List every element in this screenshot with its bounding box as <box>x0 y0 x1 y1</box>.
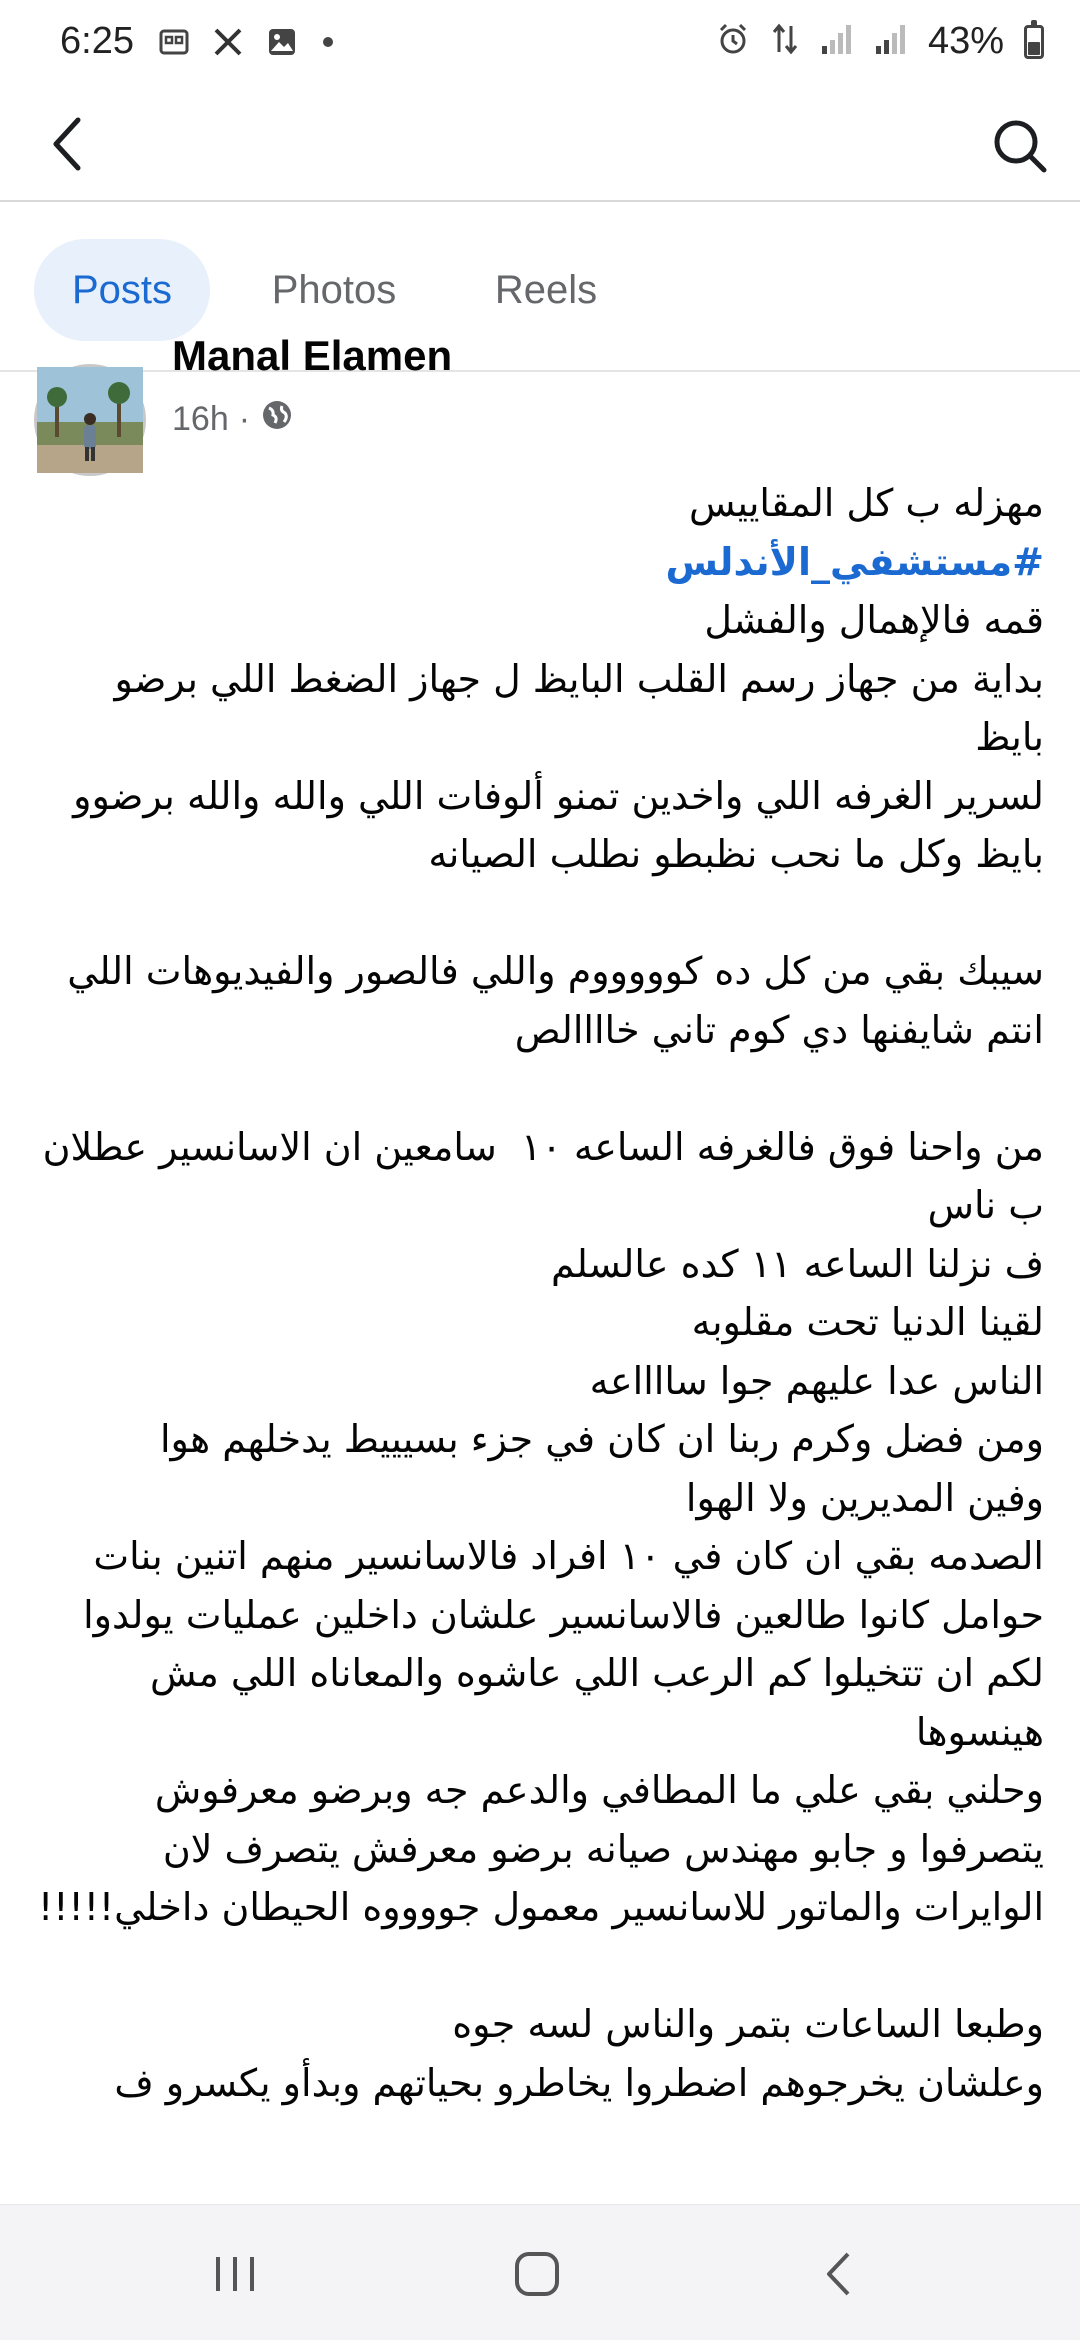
app-header <box>0 90 1080 202</box>
dot-icon <box>320 26 336 63</box>
post-line: وطبعا الساعات بتمر والناس لسه جوه <box>452 2002 1044 2046</box>
notification-icons <box>158 26 336 63</box>
post-line: من واحنا فوق فالغرفه الساعه ١٠ سامعين ان الاسانسير عطلان <box>42 1124 1044 1169</box>
gallery-notification-icon <box>158 26 190 63</box>
battery-percent: 43% <box>927 20 1004 62</box>
post-time[interactable]: 16h <box>172 400 229 438</box>
post-line: ف نزلنا الساعه ١١ كده عالسلم <box>550 1241 1044 1286</box>
nav-back-button[interactable] <box>805 2239 875 2309</box>
image-notification-icon <box>266 26 298 63</box>
profile-tabs <box>0 204 1080 372</box>
post-line: يتصرفوا و جابو مهندس صيانه برضو معرفش يتصرف لان <box>162 1826 1044 1871</box>
globe-icon <box>260 398 294 441</box>
home-button[interactable] <box>502 2239 572 2309</box>
battery-fill <box>1028 42 1040 54</box>
post-line: الناس عدا عليهم جوا سااااعه <box>589 1358 1044 1403</box>
avatar[interactable] <box>34 364 146 476</box>
post-line: سيبك بقي من كل ده كوووووم واللي فالصور والفيديوهات اللي <box>67 949 1044 993</box>
post-line: بداية من جهاز رسم القلب البايظ ل جهاز الضغط اللي برضو بايظ <box>102 656 1044 759</box>
post-line: لقينا الدنيا تحت مقلوبه <box>691 1300 1044 1344</box>
search-icon <box>990 116 1050 176</box>
home-icon <box>512 2249 562 2299</box>
signal-icon-2 <box>874 22 908 61</box>
post-line: وحلني بقي علي ما المطافي والدعم جه وبرضو معرفوش <box>154 1768 1044 1812</box>
signal-icon <box>820 22 854 61</box>
tab-reels[interactable]: Reels <box>494 267 598 312</box>
post-line: حوامل كانوا طالعين فالاسانسير علشان داخلين عمليات يولدوا <box>83 1592 1044 1637</box>
battery-icon <box>1024 25 1044 59</box>
x-notification-icon <box>212 26 244 63</box>
chevron-left-icon <box>44 114 92 174</box>
status-bar <box>0 0 1080 90</box>
hashtag-link[interactable]: #مستشفي_الأندلس <box>665 539 1044 584</box>
post <box>0 332 1080 2204</box>
back-icon <box>815 2249 865 2299</box>
recent-apps-button[interactable] <box>200 2239 270 2309</box>
tab-photos[interactable]: Photos <box>271 267 397 312</box>
post-line: بايظ وكل ما نحب نظبطو نطلب الصيانه <box>428 832 1044 876</box>
post-line: الصدمه بقي ان كان في ١٠ افراد فالاسانسير منهم اتنين بنات <box>93 1534 1044 1578</box>
status-right <box>716 20 1044 63</box>
author-name[interactable]: Manal Elamen <box>172 332 453 379</box>
post-line: الوايرات والماتور للاسانسير معمول جووووه الحيطان داخلي!!!!! <box>38 1885 1044 1929</box>
system-nav-bar <box>0 2204 1080 2340</box>
post-line <box>36 1059 1044 1118</box>
post-line: وعلشان يخرجوهم اضطروا يخاطرو بحياتهم وبدأو يكسرو ف <box>114 2060 1044 2105</box>
recent-apps-icon <box>210 2249 260 2299</box>
post-line: لسرير الغرفه اللي واخدين تمنو ألوفات اللي والله والله برضوو <box>73 773 1044 818</box>
post-line: وفين المديرين ولا الهوا <box>685 1475 1044 1520</box>
post-line: ومن فضل وكرم ربنا ان كان في جزء بسيييط يدخلهم هوا <box>159 1417 1044 1461</box>
post-meta <box>172 398 294 441</box>
post-line: انتم شايفنها دي كوم تاني خاااالص <box>514 1007 1044 1052</box>
tab-posts[interactable]: Posts <box>34 239 210 341</box>
post-line <box>36 884 1044 943</box>
alarm-icon <box>716 22 750 61</box>
post-line: هينسوها <box>915 1709 1044 1754</box>
post-line <box>36 1937 1044 1996</box>
meta-separator: · <box>238 400 251 438</box>
search-button[interactable] <box>986 112 1054 180</box>
post-line: قمه فالإهمال والفشل <box>704 598 1044 642</box>
data-arrows-icon <box>770 22 800 61</box>
post-line: ب ناس <box>927 1183 1044 1227</box>
status-time: 6:25 <box>60 20 134 62</box>
post-line: لكم ان تتخيلوا كم الرعب اللي عاشوه والمعاناه اللي مش <box>150 1651 1044 1695</box>
post-line: مهزله ب كل المقاييس <box>688 481 1044 525</box>
back-button[interactable] <box>36 112 100 176</box>
post-text <box>36 474 1044 2112</box>
